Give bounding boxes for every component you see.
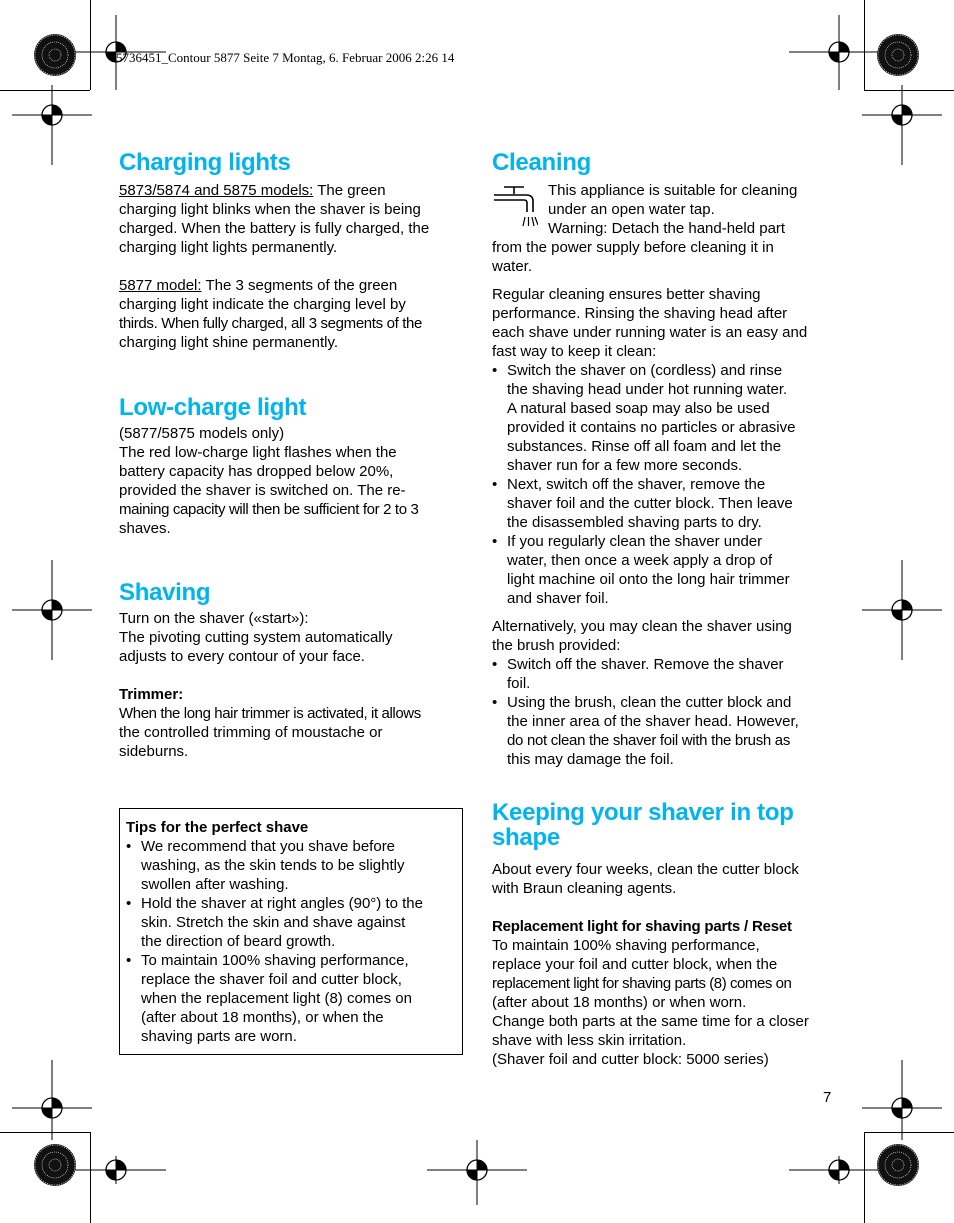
list-item: • Hold the shaver at right angles (90°) to the skin. Stretch the skin and shave against the direction of beard growth. bbox=[126, 894, 456, 951]
heading-low-charge-light: Low-charge light bbox=[119, 394, 307, 421]
list-item: • Switch off the shaver. Remove the shaver foil. bbox=[492, 655, 847, 693]
right-column: Cleaning This appliance is suitable for cleaning under an open water tap. Warning: Detach the hand-held part from the power supply before cleaning it in water. Regular cleaning ensures better shaving performance. Rinsing the shaving head after each shave under running water is an easy and fast way to keep it clean: • Switch the shaver on (cordless) and rinse the shaving head under hot running water. A natural based soap may also be used provided it contains no particles or abrasive substances. Rinse off all foam and let the shaver run for a few more seconds. • Next, switch off the shaver, remove the shaver foil and the cutter block. Then leave the disassembled shaving parts to dry. • If you regularly clean the shaver under water, then once a week apply a drop of light machine oil onto the long hair trimmer and shaver foil. Alternatively, you may clean the shaver using the brush provided: • Switch off the shaver. Remove the shaver foil. • Using the brush, clean the cutter block and the inner area of the shaver head. However, do not clean the shaver foil with the brush as this may damage the foil. Keeping your shaver in top shape About every four weeks, clean the cutter block with Braun cleaning agents. Replacement light for shaving parts / Reset To maintain 100% shaving performance, replace your foil and cutter block, when the replacement light for shaving parts (8) comes on (after about 18 months) or when worn. Change both parts at the same time for a closer shave with less skin irritation. (Shaver foil and cutter block: 5000 series) bbox=[492, 150, 847, 1069]
left-column: Charging lights 5873/5874 and 5875 models: The green charging light blinks when the shaver is being charged. When the battery is fully charged, the charging light lights permanently. 5877 model: The 3 segments of the green charging light indicate the charging level by thirds. When fully charged, all 3 segments of the charging light shine permanently. Low-charge light (5877/5875 models only) The red low-charge light flashes when the battery capacity has dropped below 20%, provided the shaver is switched on. The re- maining capacity will then be sufficient for 2 to 3 shaves. Shaving Turn on the shaver («start»): The pivoting cutting system automatically adjusts to every contour of your face. Trimmer: When the long hair trimmer is activated, it allows the controlled trimming of moustache or sideburns. bbox=[119, 150, 469, 761]
list-item: • If you regularly clean the shaver under water, then once a week apply a drop of light machine oil onto the long hair trimmer and shaver foil. bbox=[492, 532, 847, 608]
list-item: • Switch the shaver on (cordless) and rinse the shaving head under hot running water. A natural based soap may also be used provided it contains no particles or abrasive substances. Rinse off all foam and let the shaver run for a few more seconds. bbox=[492, 361, 847, 475]
water-tap-icon bbox=[492, 184, 538, 230]
list-item: • Next, switch off the shaver, remove the shaver foil and the cutter block. Then leave the disassembled shaving parts to dry. bbox=[492, 475, 847, 532]
heading-shaving: Shaving bbox=[119, 579, 211, 606]
print-slug: 5736451_Contour 5877 Seite 7 Montag, 6. Februar 2006 2:26 14 bbox=[116, 50, 455, 65]
charging-para-1: 5873/5874 and 5875 models: The green bbox=[119, 182, 386, 199]
list-item: • To maintain 100% shaving performance, replace the shaver foil and cutter block, when the replacement light (8) comes on (after about 18 months), or when the shaving parts are worn. bbox=[126, 951, 456, 1046]
trimmer-heading: Trimmer: bbox=[119, 686, 184, 703]
keeping-text: About every four weeks, clean the cutter block with Braun cleaning agents. Replacement light for shaving parts / Reset To maintain 100% shaving performance, replace your foil and cutter block, when the replacement light for shaving parts (8) comes on (after about 18 months) or when worn. Change both parts at the same time for a closer shave with less skin irritation. (Shaver foil and cutter block: 5000 series) bbox=[492, 860, 847, 1069]
cleaning-regular: Regular cleaning ensures better shaving performance. Rinsing the shaving head after each shave under running water is an easy and fast way to keep it clean: bbox=[492, 286, 808, 360]
cleaning-alternative: Alternatively, you may clean the shaver using the brush provided: bbox=[492, 618, 792, 654]
tips-list bbox=[126, 837, 456, 1046]
heading-charging-lights: Charging lights bbox=[119, 149, 291, 176]
brush-steps-list bbox=[492, 655, 847, 769]
heading-cleaning: Cleaning bbox=[492, 149, 591, 176]
charging-para-2: 5877 model: The 3 segments of the green bbox=[119, 277, 398, 294]
heading-keeping-shaver: Keeping your shaver in top shape bbox=[492, 799, 794, 851]
list-item: • Using the brush, clean the cutter block and the inner area of the shaver head. However, do not clean the shaver foil with the brush as this may damage the foil. bbox=[492, 693, 847, 769]
page-number: 7 bbox=[823, 1089, 832, 1106]
tips-box bbox=[119, 808, 463, 1055]
cleaning-steps-list bbox=[492, 361, 847, 608]
cleaning-intro: This appliance is suitable for cleaning under an open water tap. Warning: Detach the hand-held part bbox=[548, 182, 798, 237]
list-item: • We recommend that you shave before washing, as the skin tends to be slightly swollen after washing. bbox=[126, 837, 456, 894]
replacement-light-heading: Replacement light for shaving parts / Reset bbox=[492, 918, 792, 935]
tips-title: Tips for the perfect shave bbox=[126, 819, 309, 836]
low-charge-text: (5877/5875 models only) The red low-charge light flashes when the battery capacity has dropped below 20%, provided the shaver is switched on. The re- maining capacity will then be sufficient for 2 to 3 shaves. bbox=[119, 425, 419, 537]
shaving-text: Turn on the shaver («start»): The pivoting cutting system automatically adjusts to every contour of your face. Trimmer: When the long hair trimmer is activated, it allows the controlled trimming of moustache or sideburns. bbox=[119, 609, 469, 761]
